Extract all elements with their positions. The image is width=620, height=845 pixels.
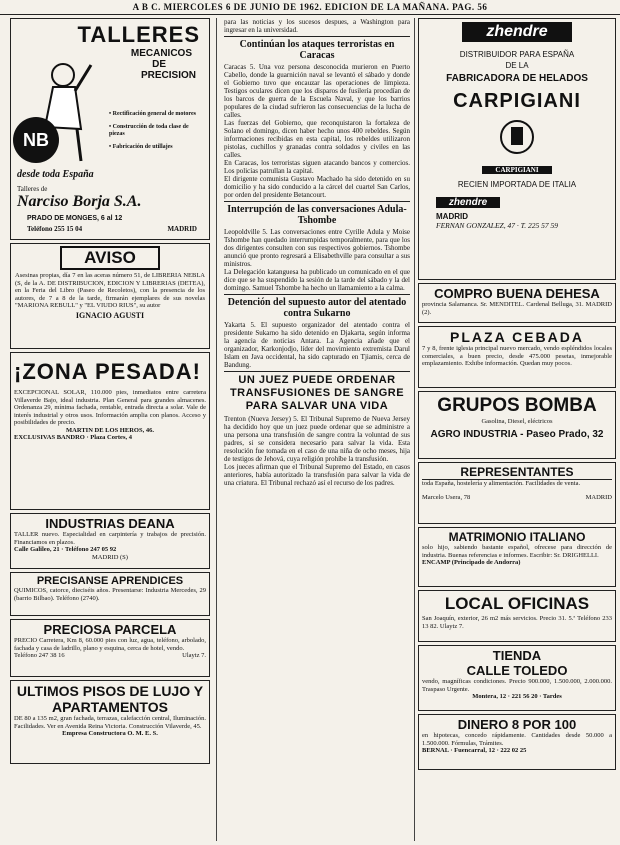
paragraph: Caracas 5. Una voz persona desconocida murieron en Puerto Cabello, donde la guarnición naval se levantó el sábado y donde el Gobierno tuvo que encauzar las operaciones de limpieza. Testigos oculares dicen que los disparos de fusilería procedían de los barcos de guerra de la Escuela Naval, y que los barrios populares de la ciudad sufrieron las consecuencias de la lucha de calles. — [224, 63, 410, 119]
ad-aprendices — [10, 572, 210, 616]
parcela-title: PRECIOSA PARCELA — [43, 622, 177, 637]
zona-agent: MARTIN DE LOS HEROS, 46. — [66, 426, 154, 434]
representantes-city: MADRID — [585, 493, 612, 501]
zhendre-name: CARPIGIANI — [453, 90, 581, 112]
aprendices-body: QUIMICOS, catorce, dieciséis años. Presentarse: Industria Mercedes, 29 (barrio Bilbao). Teléfono (2740). — [14, 587, 206, 602]
plaza-title: PLAZA CEBADA — [450, 329, 584, 345]
column-divider — [216, 18, 217, 841]
aviso-author: IGNACIO AGUSTI — [75, 310, 145, 320]
ad-dinero — [418, 714, 616, 770]
ultimos-body: DE 80 a 135 m2, gran fachada, terrazas, calefacción central, Iluminación. Facilidades. Ver en Avenida Reina Victoria. Construcción Vilaverde, 45. — [14, 715, 206, 730]
ad-representantes — [418, 462, 616, 524]
carpigiani-emblem — [487, 117, 547, 161]
matrimonio-title: MATRIMONIO ITALIANO — [448, 530, 586, 544]
tienda-body: vendo, magníficas condiciones. Precio 900.000, 1.500.000, 2.000.000. Traspaso Urgente. — [422, 678, 612, 693]
paragraph: Trenton (Nueva Jersey) 5. El Tribunal Supremo de Nueva Jersey ha decidido hoy que un juez puede ordenar que se administre a una persona una transfusión de sangre contra la voluntad de sus padres, si se considera necesario para salvar la vida. Esta resolución fue tomada en el caso de una niña de ocho meses, hija de testigos de Jehová, cuya religión prohíbe la transfusión. — [224, 415, 410, 463]
parcela-phone: Teléfono 247 38 16 — [14, 652, 65, 659]
zona-body: EXCEPCIONAL SOLAR, 110.000 pies, inmediatos entre carretera Villaverde Bajo, ideal industria. Plan General para grandes almacenes. Ordenanza 29, mínima fachada, rentable, entrada directa a solar. Vale de interés industrial y otros usos. Información amplia con planos. Acceso y posibilidades de precio. — [14, 389, 206, 426]
tienda-title1: TIENDA — [492, 648, 542, 663]
parcela-body: PRECIO Carretera, Km 8, 60.000 pies con luz, agua, teléfono, arbolado, fachada y casa de ladrillo, plano y esquina, cerca de hotel, vendo. — [14, 637, 206, 652]
dehesa-title: COMPRO BUENA DEHESA — [434, 286, 600, 301]
bomba-title: GRUPOS BOMBA — [437, 395, 597, 416]
ad-grupos-bomba — [418, 391, 616, 459]
zhendre-city: MADRID — [436, 212, 468, 221]
oficinas-body: San Joaquín, exterior, 26 m2 más servicios. Precio 31. 5.ª Teléfono 233 13 82. Ulaytz 7. — [422, 615, 612, 630]
aprendices-title: PRECISANSE APRENDICES — [36, 575, 184, 587]
ad-tienda — [418, 645, 616, 711]
talleres-phone: Teléfono 255 15 04 — [27, 225, 83, 233]
article-divider — [224, 294, 410, 295]
talleres-company: Narciso Borja S.A. — [17, 193, 142, 210]
talleres-title: TALLERES — [77, 22, 200, 47]
matrimonio-body: solo hijo, sabiendo bastante español, ofrecese para dirección de industria. Buenas referencias e informes. Escribir: Sr. DRIGHELLI. — [422, 544, 612, 559]
talleres-city: MADRID — [167, 225, 197, 233]
industrias-body: TALLER nuevo. Especialidad en carpintería y trabajos de precisión. Financiamos en plazos. — [14, 531, 206, 546]
zhendre-address: FERNAN GONZALEZ, 47 · T. 225 57 59 — [436, 221, 558, 230]
article-divider — [224, 201, 410, 202]
paragraph: En Caracas, los terroristas siguen atacando bancos y comercios. Los policías patrullan la capital. — [224, 159, 410, 175]
bomba-company: AGRO INDUSTRIA - Paseo Prado, 32 — [430, 428, 604, 440]
headline-caracas: Continúan los ataques terroristas en Caracas — [239, 39, 395, 61]
ad-industrias-deana — [10, 513, 210, 569]
left-column — [10, 18, 210, 767]
industrias-title: INDUSTRIAS DEANA — [45, 516, 175, 531]
matrimonio-addr: ENCAMP (Principado de Andorra) — [422, 559, 521, 566]
zhendre-line4: RECIEN IMPORTADA DE ITALIA — [457, 180, 577, 189]
talleres-bullets — [109, 111, 205, 151]
paragraph: Los jueces afirman que el Tribunal Supremo del Estado, en casos anteriores, había autorizado la transfusión para salvar la vida de una criatura. El Tribunal rechazó así el recurso de los padres. — [224, 463, 410, 487]
industrias-city: MADRID (S) — [92, 553, 128, 561]
nb-logo: NB — [13, 117, 59, 163]
ad-ultimos-pisos — [10, 680, 210, 764]
ad-local-oficinas — [418, 590, 616, 642]
ad-aviso — [10, 243, 210, 349]
dinero-addr: BERNAL · Fuencarral, 12 · 222 02 25 — [422, 747, 527, 754]
zhendre-line1: DISTRIBUIDOR PARA ESPAÑA — [459, 50, 575, 59]
parcela-contact — [14, 652, 206, 660]
plaza-body: 7 y 8, frente iglesia principal nuevo mercado, vendo espléndidos locales comerciales, a buen precio, desde 475.000 pesetas, inmejorable emplazamiento. Exhibe información. Quedan muy pocos. — [422, 345, 612, 367]
paragraph: Yakarta 5. El supuesto organizador del atentado contra el presidente Sukarno ha sido detenido en Djakarta, según informa la agencia de noticias Antara. La Agencia añade que el organizador, Karkonjodjo, líder del movimiento extremista Darul Islam en Java occidental, ha sido capturado en Tjiamis, cerca de Bandung. — [224, 321, 410, 369]
bullet-item: • Fabricación de utillajes — [109, 144, 173, 150]
talleres-company-pre: Talleres de — [17, 185, 48, 193]
middle-column — [224, 18, 410, 487]
representantes-body: toda España, hostelería y alimentación. Facilidades de venta. — [422, 480, 581, 487]
zhendre-brand-small: zhendre — [436, 197, 500, 208]
carpigiani-badge: CARPIGIANI — [482, 166, 552, 174]
zhendre-brand: zhendre — [462, 22, 572, 42]
zhendre-line3: FABRICADORA DE HELADOS — [446, 73, 588, 84]
industrias-addr: Calle Galileo, 21 · Teléfono 247 05 92 — [14, 546, 117, 553]
aviso-body: Asesinas propias, día 7 en las aceras número 51, de LIBRERIA NEBLA (S, de la A. DE DISTRIBUCION, EDICION Y LIBRERIAS (DETEA), en la Feria del Libro (Paseo de Recoletos), con la presencia de los autores, de 7 a 8 de la tarde, firmarán ejemplares de sus novelas "MARIONA REBULL" y "EL VIUDO RIUS", su autor — [15, 272, 205, 309]
talleres-sub1: MECANICOS — [130, 48, 192, 59]
dinero-body: en hipotecas, concedo rápidamente. Cantidades desde 50.000 a 1.500.000. Fórmulas, Trámites. — [422, 732, 612, 747]
article-divider — [224, 36, 410, 37]
headline-sukarno: Detención del supuesto autor del atentado contra Sukarno — [227, 297, 407, 319]
article-divider — [224, 371, 410, 372]
representantes-title: REPRESENTANTES — [422, 465, 612, 480]
ad-zona-pesada — [10, 352, 210, 510]
headline-adula: Interrupción de las conversaciones Adula-Tshombe — [227, 204, 407, 226]
right-column — [418, 18, 616, 773]
parcela-phone2: Ulaytz 7. — [182, 652, 206, 659]
ultimos-company: Empresa Constructora O. M. E. S. — [62, 730, 158, 737]
page-header: A B C. MIERCOLES 6 DE JUNIO DE 1962. EDICION DE LA MAÑANA. PAG. 56 — [0, 0, 620, 15]
ad-talleres — [10, 18, 210, 240]
oficinas-title: LOCAL OFICINAS — [444, 594, 590, 613]
ultimos-title: ULTIMOS PISOS DE LUJO Y APARTAMENTOS — [16, 683, 204, 715]
talleres-contact — [27, 225, 197, 233]
tienda-title2: CALLE TOLEDO — [466, 663, 568, 678]
paragraph: La Delegación katanguesa ha publicado un comunicado en el que dice que se ha suspendido la sesión de la tarde del sábado y la del domingo. Samuel Tshombe ha hecho un llamamiento a la calma. — [224, 268, 410, 292]
talleres-sub2: DE — [152, 59, 166, 70]
article-intro: para las noticias y los sucesos despues, a Washington para ingresar en la universidad. — [224, 18, 410, 34]
ad-plaza-cebada — [418, 326, 616, 388]
talleres-address: PRADO DE MONGES, 6 al 12 — [27, 215, 123, 222]
ad-zhendre — [418, 18, 616, 280]
paragraph: Leopoldville 5. Las conversaciones entre Cyrille Adula y Moise Tshombe han quedado interrumpidas temporalmente, para que los dos dirigentes consulten con sus respectivos gobiernos. Tshombe anunció que pronto regresará a Elisabethville para consultar a sus ministros. — [224, 228, 410, 268]
dehesa-body: provincia Salamanca. Sr. MENDITEL. Cardenal Belluga, 31. MADRID (2). — [422, 301, 612, 316]
paragraph: El dirigente comunista Gustavo Machado ha sido detenido en su domicilio y ha sido conducido a la cárcel del cuartel San Carlos, por orden del presidente Betancourt. — [224, 175, 410, 199]
representantes-addr: Marcelo Usera, 78 — [422, 493, 471, 501]
bullet-item: • Construcción de toda clase de piezas — [109, 124, 189, 137]
zhendre-line2: DE LA — [505, 61, 529, 70]
paragraph: Las fuerzas del Gobierno, que reconquistaron la fortaleza de Solano el domingo, dicen haber hecho unos 400 rebeldes. Según informaciones recibidas en esta capital, los rebeldes utilizaron pistolas, cuchillos y granadas contra soldados y civiles en las calles. — [224, 119, 410, 159]
zona-exclusivas: EXCLUSIVAS BANDRO · Plaza Cortes, 4 — [14, 434, 132, 441]
zona-title: ¡ZONA PESADA! — [14, 359, 201, 384]
talleres-sub3: PRECISION — [140, 70, 196, 81]
bullet-item: • Rectificación general de motores — [109, 111, 196, 117]
headline-transfusiones: UN JUEZ PUEDE ORDENAR TRANSFUSIONES DE SANGRE PARA SALVAR UNA VIDA — [229, 374, 405, 412]
ad-dehesa — [418, 283, 616, 323]
column-divider — [414, 18, 415, 841]
ad-parcela — [10, 619, 210, 677]
representantes-contact — [422, 494, 612, 502]
aviso-title: AVISO — [60, 246, 160, 270]
tienda-addr: Montera, 12 · 221 56 20 · Tardes — [472, 693, 562, 700]
dinero-title: DINERO 8 POR 100 — [457, 717, 577, 732]
talleres-slogan: desde toda España — [17, 169, 94, 180]
ad-matrimonio — [418, 527, 616, 587]
bomba-sub: Gasolina, Diesel, eléctricos — [481, 418, 553, 425]
